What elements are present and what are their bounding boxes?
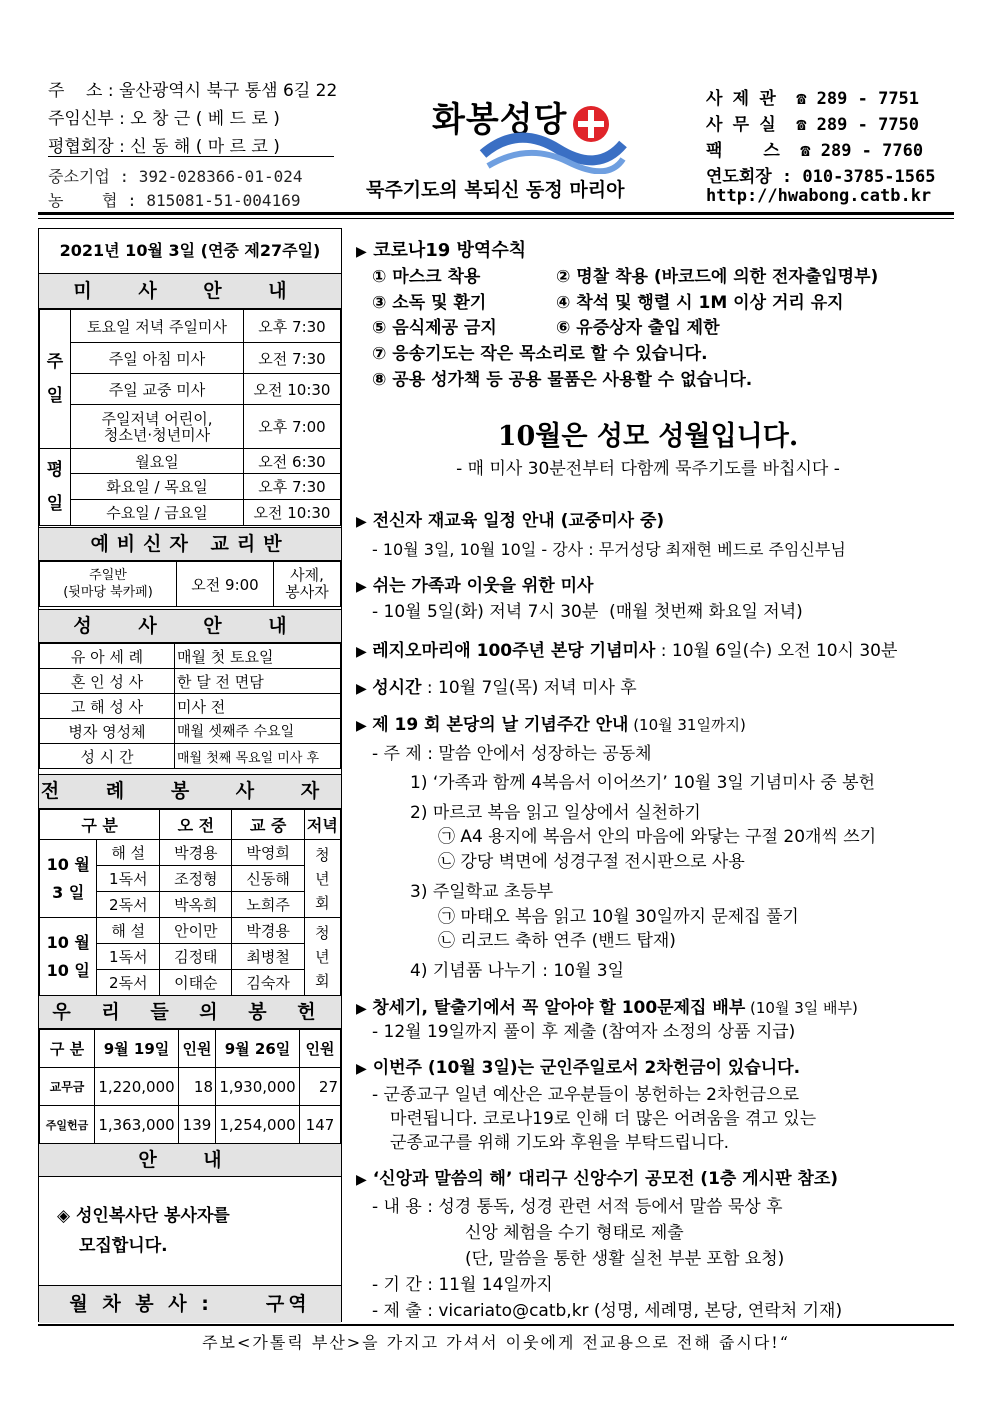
server-person: 이태순	[160, 970, 232, 996]
mass-name: 주일 교중 미사	[71, 374, 244, 405]
server-person: 박경용	[160, 840, 232, 866]
weekday-label: 평 일	[40, 449, 71, 526]
notice-body: - 주 제 : 말씀 안에서 성장하는 공동체	[372, 744, 652, 764]
mass-time: 오후 7:30	[244, 474, 341, 500]
offering-count: 18	[179, 1068, 216, 1106]
mass-time: 오전 10:30	[244, 374, 341, 405]
mass-table	[39, 309, 341, 526]
sacrament-table	[39, 643, 341, 769]
notice-body: ㉠ A4 용지에 복음서 안의 마음에 와닿는 구절 20개씩 쓰기	[438, 827, 877, 847]
offering-amount: 1,363,000	[95, 1106, 179, 1144]
header-divider	[48, 156, 334, 157]
parish-logo-icon	[478, 104, 628, 174]
notice-title: ▶ 성시간 : 10월 7일(목) 저녁 미사 후	[356, 678, 637, 698]
pastor: 주임신부 : 오 창 근 ( 베 드 로 )	[48, 109, 280, 129]
sacrament-when: 한 달 전 면담	[175, 669, 341, 694]
notice-title: ▶ 전신자 재교육 일정 안내 (교중미사 중)	[356, 511, 665, 531]
covid-item: ⑧ 공용 성가책 등 공용 물품은 사용할 수 없습니다.	[372, 370, 753, 390]
covid-item: ③ 소독 및 환기	[372, 293, 487, 313]
offering-count: 27	[300, 1068, 341, 1106]
covid-item: ⑥ 유증상자 출입 제한	[556, 318, 720, 338]
server-person: 안이만	[160, 918, 232, 944]
server-person: 최병철	[232, 944, 304, 970]
mass-name: 수요일 / 금요일	[71, 500, 244, 526]
covid-item: ④ 착석 및 행렬 시 1M 이상 거리 유지	[556, 293, 844, 313]
notice-body: 4) 기념품 나누기 : 10월 3일	[410, 961, 625, 981]
server-person: 신동해	[232, 866, 304, 892]
server-head: 구 분	[40, 810, 160, 840]
notice-body: - 내 용 : 성경 통독, 성경 관련 서적 등에서 말씀 묵상 후	[372, 1197, 783, 1217]
offering-table	[39, 1029, 341, 1144]
notice-body: 신앙 체험을 수기 형태로 제출	[465, 1223, 684, 1243]
notice-line: ◈ 성인복사단 봉사자를	[57, 1206, 230, 1226]
server-person: 박옥희	[160, 892, 232, 918]
notice-title: ▶ 이번주 (10월 3일)는 군인주일로서 2차헌금이 있습니다.	[356, 1058, 801, 1078]
server-role: 해 설	[97, 840, 160, 866]
server-role: 해 설	[97, 918, 160, 944]
server-person: 박영희	[232, 840, 304, 866]
notice-title: ▶ 쉬는 가족과 이웃을 위한 미사	[356, 576, 594, 596]
notice-body: 군종교구를 위해 기도와 후원을 부탁드립니다.	[390, 1133, 730, 1153]
server-date: 10 월 3 일	[40, 840, 97, 918]
offering-amount: 1,930,000	[216, 1068, 300, 1106]
mass-name: 화요일 / 목요일	[71, 474, 244, 500]
address: 주 소 : 울산광역시 북구 통샘 6길 22	[48, 81, 338, 101]
notice-title: ▶ 창세기, 탈출기에서 꼭 알아야 할 100문제집 배부 (10월 3일 배부)	[356, 998, 858, 1018]
bank-account-2: 농 협 : 815081-51-004169	[48, 191, 301, 210]
notice-title: ▶ ‘신앙과 말씀의 해’ 대리구 신앙수기 공모전 (1층 게시판 참조)	[356, 1169, 839, 1189]
sacrament-when: 매월 첫 토요일	[175, 644, 341, 669]
server-section-title: 전 례 봉 사 자	[39, 774, 341, 809]
left-panel	[38, 228, 342, 1322]
mass-section-title: 미 사 안 내	[39, 273, 341, 309]
offering-count: 139	[179, 1106, 216, 1144]
offering-amount: 1,254,000	[216, 1106, 300, 1144]
mass-name: 주일저녁 어린이, 청소년·청년미사	[71, 405, 244, 449]
server-person: 김정태	[160, 944, 232, 970]
covid-title: ▶ 코로나19 방역수칙	[356, 240, 527, 261]
catechumen-section-title: 예비신자 교리반	[39, 527, 341, 561]
offering-amount: 1,220,000	[95, 1068, 179, 1106]
sacrament-when: 매월 첫째 목요일 미사 후	[175, 744, 341, 769]
server-table	[39, 809, 341, 996]
offering-head: 9월 26일	[216, 1030, 300, 1068]
sacrament-name: 고 해 성 사	[40, 694, 175, 719]
covid-item: ⑦ 응송기도는 작은 목소리로 할 수 있습니다.	[372, 344, 708, 364]
federation-phone: 연도회장 : 010-3785-1565	[706, 167, 936, 187]
offering-head: 9월 19일	[95, 1030, 179, 1068]
notice-title: ▶ 제 19 회 본당의 날 기념주간 안내 (10월 31일까지)	[356, 715, 746, 735]
notice-title: ▶ 레지오마리애 100주년 본당 기념미사 : 10월 6일(수) 오전 10시 30분	[356, 641, 898, 661]
server-head: 저녁	[304, 810, 340, 840]
sacrament-name: 성 시 간	[40, 744, 175, 769]
server-role: 1독서	[97, 866, 160, 892]
mass-name: 월요일	[71, 449, 244, 474]
notice-body: - 군종교구 일년 예산은 교우분들이 봉헌하는 2차헌금으로	[372, 1085, 800, 1105]
catechumen-table	[39, 561, 341, 607]
mass-name: 주일 아침 미사	[71, 343, 244, 374]
footer-note: 주보<가톨릭 부산>을 가지고 가셔서 이웃에게 전교용으로 전해 줍시다!“	[202, 1333, 790, 1352]
offering-head: 구 분	[40, 1030, 95, 1068]
mass-time: 오후 7:30	[244, 310, 341, 343]
catechumen-time: 오전 9:00	[177, 562, 274, 607]
fax-number: 팩 스 ☎ 289 - 7760	[706, 141, 924, 161]
server-person: 박경용	[232, 918, 304, 944]
sacrament-section-title: 성 사 안 내	[39, 609, 341, 643]
catechumen-class: 주일반 (뒷마당 북카페)	[40, 562, 177, 607]
offering-type: 교무금	[40, 1068, 95, 1106]
notice-line: 모집합니다.	[79, 1236, 168, 1256]
server-head: 교 중	[232, 810, 304, 840]
mass-name: 토요일 저녁 주일미사	[71, 310, 244, 343]
covid-item: ① 마스크 착용	[372, 267, 481, 287]
header-rule-thin	[38, 218, 954, 219]
parish-patron: 묵주기도의 복되신 동정 마리아	[366, 179, 625, 201]
rectory-phone: 사 제 관 ☎ 289 - 7751	[706, 89, 920, 109]
offering-head: 인원	[179, 1030, 216, 1068]
sunday-label: 주 일	[40, 310, 71, 449]
server-role: 1독서	[97, 944, 160, 970]
catechumen-teacher: 사제, 봉사자	[274, 562, 341, 607]
header-rule	[38, 212, 954, 215]
notice-body: - 제 출 : vicariato@catb,kr (성명, 세례명, 본당, 연락처 기재)	[372, 1301, 843, 1321]
server-role: 2독서	[97, 892, 160, 918]
sacrament-when: 매월 셋째주 수요일	[175, 719, 341, 744]
website-link[interactable]: http://hwabong.catb.kr	[706, 186, 932, 206]
server-role: 2독서	[97, 970, 160, 996]
sacrament-when: 미사 전	[175, 694, 341, 719]
mass-time: 오전 6:30	[244, 449, 341, 474]
notice-body: (단, 말씀을 통한 생활 실천 부분 포함 요청)	[465, 1249, 785, 1269]
notice-body: ㉠ 마태오 복음 읽고 10월 30일까지 문제집 풀기	[438, 907, 799, 927]
server-person: 김숙자	[232, 970, 304, 996]
server-evening: 청 년 회	[304, 840, 340, 918]
offering-head: 인원	[300, 1030, 341, 1068]
bank-account-1: 중소기업 : 392-028366-01-024	[48, 167, 303, 186]
notice-body: ㉡ 강당 벽면에 성경구절 전시판으로 사용	[438, 852, 745, 872]
offering-section-title: 우 리 들 의 봉 헌	[39, 995, 341, 1029]
sacrament-name: 혼 인 성 사	[40, 669, 175, 694]
notice-body: 마련됩니다. 코로나19로 인해 더 많은 어려움을 겪고 있는	[390, 1109, 817, 1129]
bulletin-date: 2021년 10월 3일 (연중 제27주일)	[39, 229, 341, 274]
offering-count: 147	[300, 1106, 341, 1144]
notice-section-title: 안 내	[39, 1143, 341, 1177]
mass-time: 오전 7:30	[244, 343, 341, 374]
footer-rule	[38, 1324, 954, 1326]
council-chairman: 평협회장 : 신 동 해 ( 마 르 코 )	[48, 137, 280, 157]
mass-time: 오후 7:00	[244, 405, 341, 449]
notice-body: 2) 마르코 복음 읽고 일상에서 실천하기	[410, 803, 701, 823]
sacrament-name: 유 아 세 례	[40, 644, 175, 669]
server-evening: 청 년 회	[304, 918, 340, 996]
covid-item: ② 명찰 착용 (바코드에 의한 전자출입명부)	[556, 267, 879, 287]
covid-item: ⑤ 음식제공 금지	[372, 318, 497, 338]
office-phone: 사 무 실 ☎ 289 - 7750	[706, 115, 920, 135]
server-person: 조정형	[160, 866, 232, 892]
notice-body: 3) 주일학교 초등부	[410, 882, 554, 902]
rosary-month-title: 10월은 성모 성월입니다.	[497, 421, 799, 452]
notice-body: 1) ‘가족과 함께 4복음서 이어쓰기’ 10월 3일 기념미사 중 봉헌	[410, 773, 876, 793]
notice-body: - 기 간 : 11월 14일까지	[372, 1275, 553, 1295]
server-person: 노희주	[232, 892, 304, 918]
notice-body: - 12월 19일까지 풀이 후 제출 (참여자 소정의 상품 지급)	[372, 1022, 796, 1042]
rosary-month-subtitle: - 매 미사 30분전부터 다함께 묵주기도를 바칩시다 -	[456, 459, 840, 479]
server-head: 오 전	[160, 810, 232, 840]
notice-body: - 10월 3일, 10월 10일 - 강사 : 무거성당 최재현 베드로 주임신부님	[372, 540, 846, 559]
mass-time: 오전 10:30	[244, 500, 341, 526]
notice-body: - 10월 5일(화) 저녁 7시 30분 (매월 첫번째 화요일 저녁)	[372, 602, 803, 622]
notice-body: ㉡ 리코드 축하 연주 (밴드 탑재)	[438, 931, 676, 951]
sacrament-name: 병자 영성체	[40, 719, 175, 744]
monthly-service: 월 차 봉 사 : 구역	[39, 1285, 341, 1323]
offering-type: 주일헌금	[40, 1106, 95, 1144]
parish-name: 화봉성당	[432, 100, 568, 140]
server-date: 10 월 10 일	[40, 918, 97, 996]
